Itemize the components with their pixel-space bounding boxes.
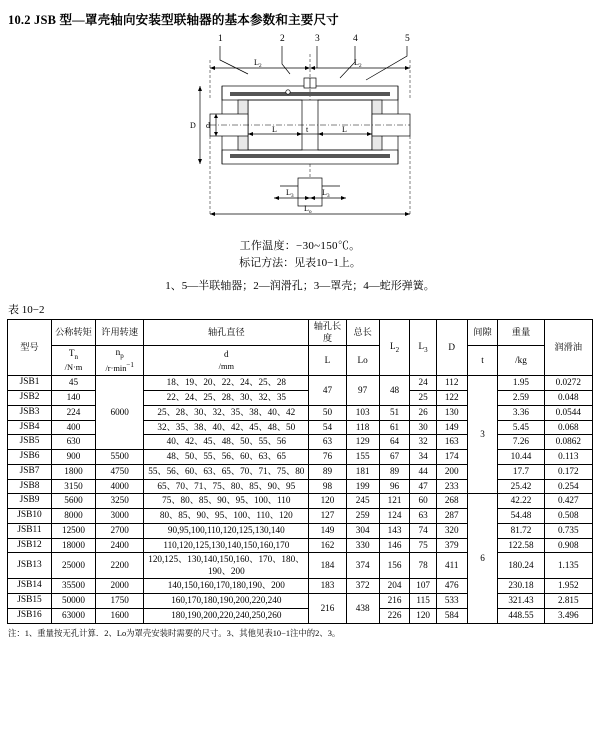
cell-total-length: 155 (346, 450, 379, 465)
cell-bore-dia: 48、50、55、56、60、63、65 (144, 450, 309, 465)
cell-weight: 2.59 (498, 391, 544, 406)
table-row (8, 553, 593, 579)
th-model: 型号 (8, 320, 52, 376)
cell-weight: 81.72 (498, 523, 544, 538)
cell-L2: 124 (379, 509, 410, 524)
cell-D: 287 (436, 509, 467, 524)
cell-model: JSB16 (8, 608, 52, 623)
cell-total-length: 374 (346, 553, 379, 579)
svg-text:L2: $L_2$ (254, 58, 262, 69)
svg-text:L3: $L_3$ (322, 188, 330, 199)
cell-model: JSB2 (8, 391, 52, 406)
cell-D: 122 (436, 391, 467, 406)
th-D: D (436, 320, 467, 376)
cell-bore-dia: 55、56、60、63、65、70、71、75、80 (144, 464, 309, 479)
cell-speed: 5500 (95, 450, 143, 465)
cell-D: 584 (436, 608, 467, 623)
th-oil: 润滑油 (544, 320, 592, 376)
cell-bore-dia: 80、85、90、95、100、110、120 (144, 509, 309, 524)
cell-bore-length: 183 (309, 579, 346, 594)
note-marking: 标记方法：见表10−1上。 (239, 257, 361, 270)
cell-torque: 140 (51, 391, 95, 406)
cell-bore-length: 98 (309, 479, 346, 494)
cell-L3: 34 (410, 450, 436, 465)
note-parts-legend: 1、5—半联轴器；2—润滑孔；3—罩壳；4—蛇形弹簧。 (165, 280, 435, 293)
cell-bore-length: 127 (309, 509, 346, 524)
cell-speed: 2000 (95, 579, 143, 594)
cell-L2: 48 (379, 376, 410, 406)
cell-bore-length: 76 (309, 450, 346, 465)
th-L2: $L_2$ (379, 320, 410, 376)
table-caption: 表 10−2 (8, 304, 45, 317)
table-row (8, 376, 593, 391)
figure-notes (0, 238, 600, 295)
cell-total-length: 97 (346, 376, 379, 406)
cell-bore-dia: 75、80、85、90、95、100、110 (144, 494, 309, 509)
cell-model: JSB10 (8, 509, 52, 524)
cell-torque: 224 (51, 405, 95, 420)
th-torque: 公称转矩 (51, 320, 95, 346)
cell-torque: 630 (51, 435, 95, 450)
cell-D: 476 (436, 579, 467, 594)
cell-L2: 143 (379, 523, 410, 538)
table-row (8, 479, 593, 494)
callout-3: 3 (315, 34, 320, 44)
cell-torque: 50000 (51, 594, 95, 609)
cell-total-length: 245 (346, 494, 379, 509)
cell-L2: 121 (379, 494, 410, 509)
cell-model: JSB5 (8, 435, 52, 450)
spec-table-body (8, 376, 593, 623)
cell-model: JSB14 (8, 579, 52, 594)
table-row (8, 538, 593, 553)
cell-bore-dia: 65、70、71、75、80、85、90、95 (144, 479, 309, 494)
cell-bore-dia: 18、19、20、22、24、25、28 (144, 376, 309, 391)
cell-bore-dia: 180,190,200,220,240,250,260 (144, 608, 309, 623)
cell-model: JSB1 (8, 376, 52, 391)
table-row (8, 420, 593, 435)
cell-oil: 0.0544 (544, 405, 592, 420)
cell-oil: 2.815 (544, 594, 592, 609)
cell-torque: 45 (51, 376, 95, 391)
th-torque-symbol: $T_n$ /N·m (51, 346, 95, 376)
cell-speed: 3000 (95, 509, 143, 524)
cell-weight: 25.42 (498, 479, 544, 494)
cell-bore-length: 50 (309, 405, 346, 420)
cell-weight: 17.7 (498, 464, 544, 479)
th-total-len-symbol: Lo (346, 346, 379, 376)
cell-torque: 5600 (51, 494, 95, 509)
cell-L3: 115 (410, 594, 436, 609)
cell-oil: 0.0862 (544, 435, 592, 450)
cell-model: JSB15 (8, 594, 52, 609)
cell-oil: 0.908 (544, 538, 592, 553)
cell-L3: 30 (410, 420, 436, 435)
cell-L2: 156 (379, 553, 410, 579)
cell-L3: 47 (410, 479, 436, 494)
cell-total-length: 199 (346, 479, 379, 494)
cell-bore-dia: 90,95,100,110,120,125,130,140 (144, 523, 309, 538)
th-gap-symbol: t (467, 346, 498, 376)
cell-L2: 51 (379, 405, 410, 420)
cell-oil: 0.0272 (544, 376, 592, 391)
cell-total-length: 129 (346, 435, 379, 450)
cell-total-length: 259 (346, 509, 379, 524)
callout-2: 2 (280, 34, 285, 44)
cell-L3: 44 (410, 464, 436, 479)
cell-bore-length: 89 (309, 464, 346, 479)
cell-model: JSB6 (8, 450, 52, 465)
table-row (8, 608, 593, 623)
cell-bore-length: 184 (309, 553, 346, 579)
cell-oil: 1.952 (544, 579, 592, 594)
cell-model: JSB11 (8, 523, 52, 538)
cell-weight: 448.55 (498, 608, 544, 623)
cell-model: JSB3 (8, 405, 52, 420)
th-bore-symbol: d /mm (144, 346, 309, 376)
table-row (8, 494, 593, 509)
cell-D: 379 (436, 538, 467, 553)
cell-L3: 60 (410, 494, 436, 509)
cell-total-length: 438 (346, 594, 379, 624)
cell-L3: 75 (410, 538, 436, 553)
cell-oil: 0.508 (544, 509, 592, 524)
cell-speed: 4750 (95, 464, 143, 479)
cell-bore-length: 120 (309, 494, 346, 509)
table-row (8, 405, 593, 420)
cell-speed: 3250 (95, 494, 143, 509)
table-row (8, 594, 593, 609)
callout-1: 1 (218, 34, 223, 44)
cell-speed: 4000 (95, 479, 143, 494)
cell-oil: 0.048 (544, 391, 592, 406)
cell-D: 268 (436, 494, 467, 509)
cell-L2: 226 (379, 608, 410, 623)
cell-D: 174 (436, 450, 467, 465)
cell-L3: 32 (410, 435, 436, 450)
cell-gap: 6 (467, 494, 498, 623)
cell-L2: 146 (379, 538, 410, 553)
cell-total-length: 372 (346, 579, 379, 594)
svg-text:Lo: $L_o$ (304, 204, 312, 215)
cell-L2: 64 (379, 435, 410, 450)
cell-torque: 400 (51, 420, 95, 435)
cell-oil: 0.113 (544, 450, 592, 465)
cell-weight: 230.18 (498, 579, 544, 594)
cell-total-length: 103 (346, 405, 379, 420)
cell-bore-dia: 120,125、130,140,150,160、170、180、190、200 (144, 553, 309, 579)
cell-total-length: 304 (346, 523, 379, 538)
cell-weight: 1.95 (498, 376, 544, 391)
th-bore-dia: 轴孔直径 (144, 320, 309, 346)
cell-torque: 3150 (51, 479, 95, 494)
svg-text:L: L (342, 125, 347, 134)
svg-text:d: d (206, 121, 210, 130)
cell-D: 130 (436, 405, 467, 420)
cell-L2: 216 (379, 594, 410, 609)
cell-bore-dia: 110,120,125,130,140,150,160,170 (144, 538, 309, 553)
cell-L2: 89 (379, 464, 410, 479)
cell-bore-length: 149 (309, 523, 346, 538)
cell-L2: 204 (379, 579, 410, 594)
cell-D: 233 (436, 479, 467, 494)
cell-L3: 26 (410, 405, 436, 420)
cell-gap: 3 (467, 376, 498, 494)
cell-total-length: 181 (346, 464, 379, 479)
cell-speed: 2400 (95, 538, 143, 553)
cell-bore-dia: 25、28、30、32、35、38、40、42 (144, 405, 309, 420)
cell-torque: 63000 (51, 608, 95, 623)
cell-L2: 61 (379, 420, 410, 435)
cell-bore-length: 63 (309, 435, 346, 450)
cell-model: JSB13 (8, 553, 52, 579)
cell-torque: 25000 (51, 553, 95, 579)
table-row (8, 509, 593, 524)
cell-bore-dia: 140,150,160,170,180,190、200 (144, 579, 309, 594)
cell-torque: 35500 (51, 579, 95, 594)
th-speed-symbol: $n_p$ $/r\cdot\min^{-1}$ (95, 346, 143, 376)
cell-weight: 5.45 (498, 420, 544, 435)
cell-bore-dia: 22、24、25、28、30、32、35 (144, 391, 309, 406)
cell-D: 200 (436, 464, 467, 479)
table-header-row-2 (8, 346, 593, 376)
cell-speed: 2700 (95, 523, 143, 538)
cell-speed: 1600 (95, 608, 143, 623)
table-row (8, 450, 593, 465)
cell-weight: 10.44 (498, 450, 544, 465)
cell-weight: 180.24 (498, 553, 544, 579)
cell-D: 411 (436, 553, 467, 579)
cell-total-length: 118 (346, 420, 379, 435)
cell-bore-length: 47 (309, 376, 346, 406)
cell-L2: 67 (379, 450, 410, 465)
cell-bore-dia: 160,170,180,190,200,220,240 (144, 594, 309, 609)
cell-L3: 25 (410, 391, 436, 406)
cell-bore-dia: 32、35、38、40、42、45、48、50 (144, 420, 309, 435)
cell-L3: 78 (410, 553, 436, 579)
svg-text:D: D (190, 121, 196, 130)
cell-speed: 6000 (95, 376, 143, 450)
cell-L3: 107 (410, 579, 436, 594)
svg-text:L2: $L_2$ (354, 58, 362, 69)
cell-oil: 0.068 (544, 420, 592, 435)
th-weight: 重量 (498, 320, 544, 346)
cell-torque: 12500 (51, 523, 95, 538)
callout-5: 5 (405, 34, 410, 44)
cell-weight: 122.58 (498, 538, 544, 553)
svg-text:t: t (306, 125, 309, 134)
cell-oil: 0.172 (544, 464, 592, 479)
cell-D: 163 (436, 435, 467, 450)
cell-model: JSB7 (8, 464, 52, 479)
cell-D: 112 (436, 376, 467, 391)
cell-total-length: 330 (346, 538, 379, 553)
cell-D: 149 (436, 420, 467, 435)
th-bore-len-symbol: L (309, 346, 346, 376)
cell-L3: 74 (410, 523, 436, 538)
cell-bore-dia: 40、42、45、48、50、55、56 (144, 435, 309, 450)
cell-weight: 3.36 (498, 405, 544, 420)
cell-L3: 24 (410, 376, 436, 391)
cell-oil: 0.254 (544, 479, 592, 494)
cell-L3: 63 (410, 509, 436, 524)
note-temperature: 工作温度：−30~150℃。 (239, 240, 361, 252)
table-row (8, 464, 593, 479)
cell-speed: 2200 (95, 553, 143, 579)
table-row (8, 435, 593, 450)
cell-model: JSB8 (8, 479, 52, 494)
th-speed: 许用转速 (95, 320, 143, 346)
cell-bore-length: 162 (309, 538, 346, 553)
cell-torque: 1800 (51, 464, 95, 479)
table-row (8, 523, 593, 538)
cell-model: JSB9 (8, 494, 52, 509)
th-weight-unit: /kg (498, 346, 544, 376)
cell-bore-length: 216 (309, 594, 346, 624)
table-row (8, 579, 593, 594)
cell-weight: 321.43 (498, 594, 544, 609)
cell-weight: 7.26 (498, 435, 544, 450)
table-header-row-1 (8, 320, 593, 346)
th-total-len: 总长 (346, 320, 379, 346)
coupling-section-drawing (170, 34, 450, 230)
cell-D: 533 (436, 594, 467, 609)
figure-coupling-drawing (0, 34, 600, 234)
cell-oil: 1.135 (544, 553, 592, 579)
table-row (8, 391, 593, 406)
svg-text:L: L (272, 125, 277, 134)
cell-D: 320 (436, 523, 467, 538)
cell-oil: 3.496 (544, 608, 592, 623)
th-bore-len: 轴孔长度 (309, 320, 346, 346)
th-gap: 间隙 (467, 320, 498, 346)
cell-weight: 54.48 (498, 509, 544, 524)
cell-torque: 18000 (51, 538, 95, 553)
cell-speed: 1750 (95, 594, 143, 609)
cell-L3: 120 (410, 608, 436, 623)
cell-torque: 900 (51, 450, 95, 465)
cell-oil: 0.735 (544, 523, 592, 538)
section-heading: 10.2 JSB 型—罩壳轴向安装型联轴器的基本参数和主要尺寸 (8, 13, 339, 27)
th-L3: $L_3$ (410, 320, 436, 376)
cell-model: JSB4 (8, 420, 52, 435)
cell-bore-length: 54 (309, 420, 346, 435)
spec-table (7, 319, 593, 623)
cell-torque: 8000 (51, 509, 95, 524)
callout-4: 4 (353, 34, 358, 44)
cell-weight: 42.22 (498, 494, 544, 509)
table-footnote: 注：1、重量按无孔计算．2、Lo为罩壳安装时需要的尺寸。3、其他见表10−1注中的2、3。 (8, 628, 341, 638)
cell-model: JSB12 (8, 538, 52, 553)
svg-text:L3: $L_3$ (286, 188, 294, 199)
cell-L2: 96 (379, 479, 410, 494)
cell-oil: 0.427 (544, 494, 592, 509)
